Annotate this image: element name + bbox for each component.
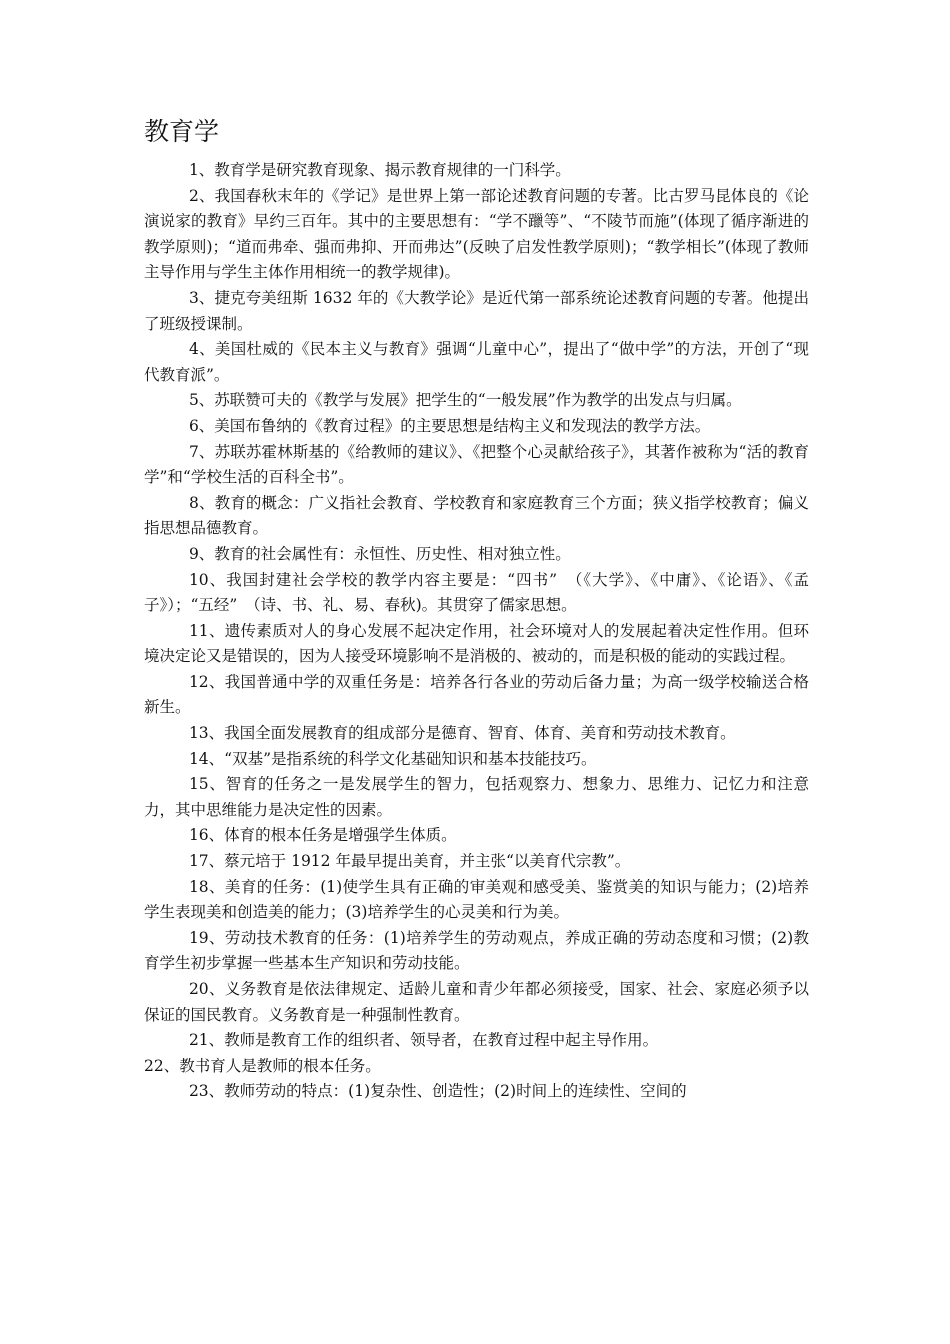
paragraph-1: 1、教育学是研究教育现象、揭示教育规律的一门科学。	[188, 161, 571, 179]
paragraph-5: 5、苏联赞可夫的《教学与发展》把学生的“一般发展”作为教学的出发点与归属。	[188, 391, 742, 410]
paragraph-13: 13、我国全面发展教育的组成部分是德育、智育、体育、美育和劳动技术教育。	[188, 724, 736, 743]
paragraph-11: 11、遗传素质对人的身心发展不起决定作用，社会环境对人的发展起着决定性作用。但环境决定论又是错误的，因为人接受环境影响不是消极的、被动的，而是积极的能动的实践过程。	[144, 621, 809, 666]
paragraph-4: 4、美国杜威的《民本主义与教育》强调“儿童中心”，提出了“做中学”的方法，开创了“现代教育派”。	[144, 340, 809, 384]
paragraph-14: 14、“双基”是指系统的科学文化基础知识和基本技能技巧。	[188, 749, 597, 768]
paragraph-21: 21、教师是教育工作的组织者、领导者，在教育过程中起主导作用。	[188, 1031, 659, 1050]
paragraph-3: 3、捷克夸美纽斯 1632 年的《大教学论》是近代第一部系统论述教育问题的专著。他提出了班级授课制。	[144, 288, 809, 333]
paragraph-9: 9、教育的社会属性有：永恒性、历史性、相对独立性。	[188, 544, 571, 563]
paragraph-2: 2、我国春秋末年的《学记》是世界上第一部论述教育问题的专著。比古罗马昆体良的《论演说家的教育》早约三百年。其中的主要思想有：“学不躐等”、“不陵节而施”(体现了循序渐进的教学原则)；“道而弗牵、强而弗抑、开而弗达”(反映了启发性教学原则)；“教学相长”(体现了教师主导作用与学生主体作用相统一的教学规律)。	[144, 186, 809, 282]
paragraph-17: 17、蔡元培于 1912 年最早提出美育，并主张“以美育代宗教”。	[188, 852, 631, 871]
paragraph-7: 7、苏联苏霍林斯基的《给教师的建议》、《把整个心灵献给孩子》，其著作被称为“活的教育学”和“学校生活的百科全书”。	[144, 442, 809, 487]
paragraph-18: 18、美育的任务：(1)使学生具有正确的审美观和感受美、鉴赏美的知识与能力；(2)培养学生表现美和创造美的能力；(3)培养学生的心灵美和行为美。	[144, 877, 809, 922]
document-title: 教育学	[144, 117, 220, 146]
paragraph-20: 20、义务教育是依法律规定、适龄儿童和青少年都必须接受，国家、社会、家庭必须予以保证的国民教育。义务教育是一种强制性教育。	[144, 980, 809, 1024]
paragraph-12: 12、我国普通中学的双重任务是：培养各行各业的劳动后备力量；为高一级学校输送合格新生。	[144, 672, 809, 717]
paragraph-6: 6、美国布鲁纳的《教育过程》的主要思想是结构主义和发现法的教学方法。	[188, 416, 711, 435]
paragraph-16: 16、体育的根本任务是增强学生体质。	[188, 826, 457, 845]
paragraph-10: 10、我国封建社会学校的教学内容主要是：“四书” （《大学》、《中庸》、《论语》、《孟子》）；“五经” （诗、书、礼、易、春秋)。其贯穿了儒家思想。	[144, 570, 809, 615]
document-body	[144, 158, 809, 1105]
paragraph-23: 23、教师劳动的特点：(1)复杂性、创造性；(2)时间上的连续性、空间的	[188, 1082, 687, 1101]
paragraph-19: 19、劳动技术教育的任务：(1)培养学生的劳动观点，养成正确的劳动态度和习惯；(2)教育学生初步掌握一些基本生产知识和劳动技能。	[144, 928, 809, 973]
paragraph-8: 8、教育的概念：广义指社会教育、学校教育和家庭教育三个方面；狭义指学校教育；偏义指思想品德教育。	[144, 493, 809, 538]
paragraph-22: 22、教书育人是教师的根本任务。	[144, 1056, 381, 1075]
document-page	[144, 112, 809, 1105]
paragraph-15: 15、智育的任务之一是发展学生的智力，包括观察力、想象力、思维力、记忆力和注意力，其中思维能力是决定性的因素。	[144, 775, 809, 819]
